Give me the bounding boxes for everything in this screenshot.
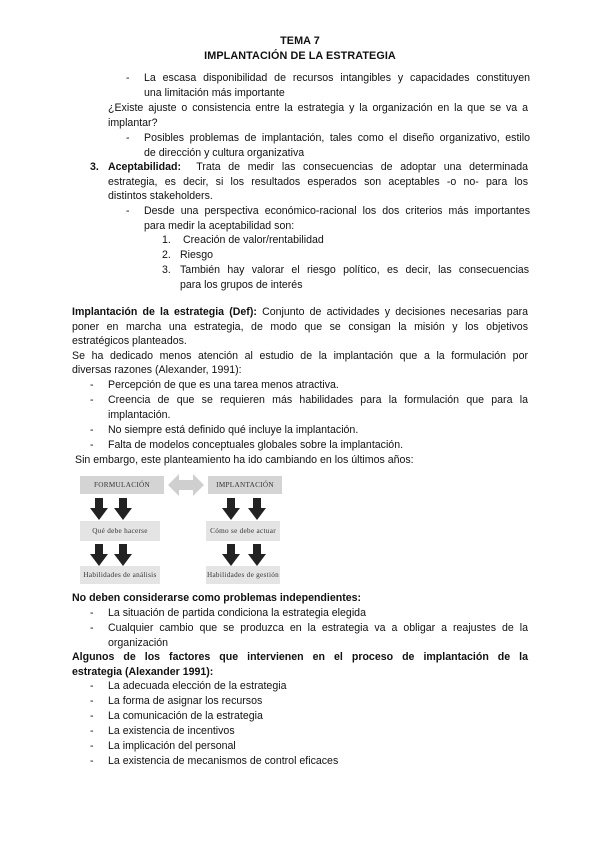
- bullet-dash: -: [90, 740, 94, 752]
- formulation-implementation-diagram: [80, 472, 280, 584]
- down-arrow-icon: [222, 498, 240, 520]
- independent-item-line-2: organización: [108, 636, 169, 649]
- independent-item: La situación de partida condiciona la estrategia elegida: [108, 607, 366, 619]
- criteria-item: [180, 263, 529, 292]
- reason-item: No siempre está definido qué incluye la implantación.: [108, 424, 359, 436]
- bullet-dash: -: [90, 755, 94, 767]
- bullet-dash: -: [90, 710, 94, 722]
- factor-item: La adecuada elección de la estrategia: [108, 680, 287, 692]
- aceptabilidad-line-1: [108, 160, 528, 175]
- factor-item: La forma de asignar los recursos: [108, 695, 263, 707]
- criteria-item-line-2: para los grupos de interés: [180, 278, 303, 291]
- reasons-intro-line-1: Se ha dedicado menos atención al estudio de la implantación que a la formulación por: [72, 349, 528, 362]
- factors-heading: [72, 650, 528, 679]
- what-to-do-box: Qué debe hacerse: [80, 521, 160, 541]
- criteria-item-number: 3.: [162, 264, 171, 276]
- intro-bullet-2-line-2: de dirección y cultura organizativa: [144, 146, 305, 159]
- reason-item: Falta de modelos conceptuales globales sobre la implantación.: [108, 439, 404, 451]
- criteria-item: Riesgo: [180, 249, 213, 261]
- aceptabilidad-line-1-rest: Trata de medir las consecuencias de adoptar una determinada: [196, 161, 528, 173]
- criteria-line-1: Desde una perspectiva económico-racional los dos criterios más importantes: [144, 205, 530, 217]
- bullet-dash: -: [90, 725, 94, 737]
- reason-item-line-1: Creencia de que se requieren más habilidades para la formulación que para la: [108, 394, 528, 406]
- fit-question-line-2: implantar?: [108, 116, 158, 129]
- factor-item: La existencia de mecanismos de control eficaces: [108, 755, 339, 767]
- intro-bullet-1-line-2: una limitación más importante: [144, 86, 285, 99]
- bullet-dash: -: [90, 424, 94, 436]
- bullet-dash: -: [126, 132, 130, 144]
- definition-label: Implantación de la estrategia (Def):: [72, 306, 257, 318]
- aceptabilidad-line-2: estrategia, es decir, si los resultados esperados son aceptables -o no- para los: [108, 175, 528, 188]
- down-arrow-icon: [248, 544, 266, 566]
- criteria-item-line-1: También hay valorar el riesgo político, es decir, las consecuencias: [180, 264, 529, 276]
- factor-item: La existencia de incentivos: [108, 725, 235, 737]
- aceptabilidad-criteria: [144, 204, 530, 233]
- down-arrow-icon: [114, 544, 132, 566]
- down-arrow-icon: [114, 498, 132, 520]
- criteria-line-2: para medir la aceptabilidad son:: [144, 219, 295, 232]
- criteria-item-number: 1.: [162, 234, 171, 246]
- bullet-dash: -: [90, 379, 94, 391]
- reason-item: Percepción de que es una tarea menos atractiva.: [108, 379, 339, 391]
- down-arrow-icon: [90, 498, 108, 520]
- intro-bullet-1: [144, 71, 530, 100]
- list-number-3: 3.: [90, 161, 99, 173]
- bullet-dash: -: [90, 695, 94, 707]
- how-to-act-box: Cómo se debe actuar: [206, 521, 280, 541]
- criteria-item-number: 2.: [162, 249, 171, 261]
- definition-line-1: [72, 305, 528, 320]
- bullet-dash: -: [126, 72, 130, 84]
- definition-line-2: poner en marcha una estrategia, de modo que se consigan la misión y los objetivos: [72, 320, 528, 333]
- independent-item-line-1: Cualquier cambio que se produzca en la estrategia va a obligar a reajustes de la: [108, 622, 528, 634]
- independent-item: [108, 621, 528, 650]
- bullet-dash: -: [90, 680, 94, 692]
- aceptabilidad-label: Aceptabilidad:: [108, 161, 181, 173]
- analysis-skills-box: Habilidades de análisis: [80, 566, 160, 584]
- factors-heading-line-2: estrategia (Alexander 1991):: [72, 665, 214, 678]
- topic-number: TEMA 7: [280, 35, 320, 47]
- factors-heading-line-1: Algunos de los factores que intervienen en el proceso de implantación de la: [72, 651, 528, 663]
- intro-bullet-2-line-1: Posibles problemas de implantación, tales como el diseño organizativo, estilo: [144, 132, 530, 144]
- down-arrow-icon: [222, 544, 240, 566]
- factor-item: La comunicación de la estrategia: [108, 710, 263, 722]
- independent-heading: No deben considerarse como problemas independientes:: [72, 592, 362, 604]
- reasons-intro-line-2: diversas razones (Alexander, 1991):: [72, 364, 242, 377]
- aceptabilidad-section: [108, 160, 528, 204]
- formulation-box: FORMULACIÓN: [80, 476, 164, 494]
- fit-question: [108, 101, 528, 130]
- down-arrow-icon: [90, 544, 108, 566]
- criteria-item: Creación de valor/rentabilidad: [183, 234, 324, 246]
- bullet-dash: -: [90, 607, 94, 619]
- intro-bullet-1-line-1: La escasa disponibilidad de recursos intangibles y capacidades constituyen: [144, 72, 530, 84]
- page-title: IMPLANTACIÓN DE LA ESTRATEGIA: [204, 50, 396, 62]
- implementation-box: IMPLANTACIÓN: [208, 476, 282, 494]
- reason-item: [108, 393, 528, 422]
- bullet-dash: -: [90, 622, 94, 634]
- management-skills-box: Habilidades de gestión: [206, 566, 280, 584]
- down-arrow-icon: [248, 498, 266, 520]
- factor-item: La implicación del personal: [108, 740, 236, 752]
- intro-bullet-2: [144, 131, 530, 160]
- bullet-dash: -: [90, 439, 94, 451]
- definition-line-3: estratégicos planteados.: [72, 335, 187, 348]
- definition-line-1-rest: Conjunto de actividades y decisiones necesarias para: [262, 306, 529, 318]
- bullet-dash: -: [126, 205, 130, 217]
- definition-paragraph: [72, 305, 528, 378]
- closing-sentence: Sin embargo, este planteamiento ha ido cambiando en los últimos años:: [75, 454, 414, 466]
- fit-question-line-1: ¿Existe ajuste o consistencia entre la estrategia y la organización en la que se va a: [108, 102, 528, 114]
- reason-item-line-2: implantación.: [108, 408, 171, 421]
- bullet-dash: -: [90, 394, 94, 406]
- aceptabilidad-line-3: distintos stakeholders.: [108, 190, 213, 203]
- double-arrow-icon: [168, 472, 204, 498]
